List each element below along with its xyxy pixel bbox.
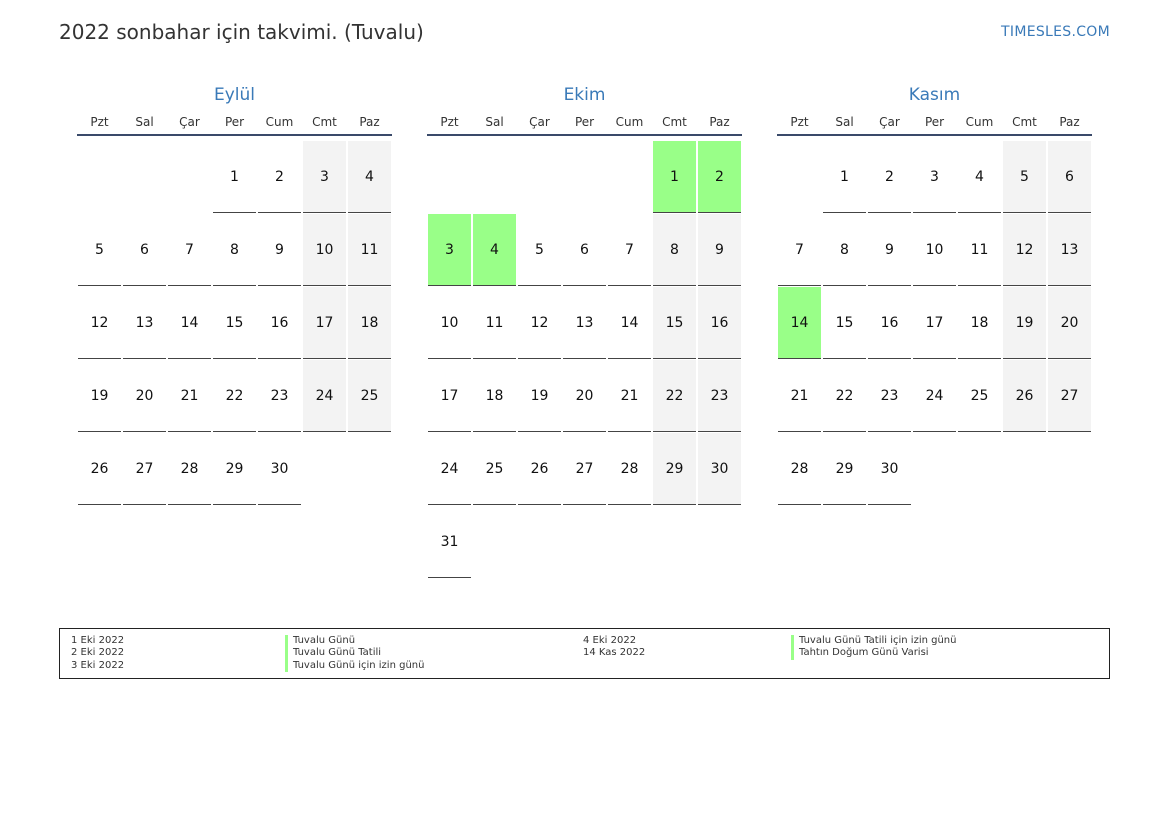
weekday-label: Paz — [1059, 115, 1080, 129]
day-number: 27 — [1048, 360, 1091, 432]
day-cell — [347, 140, 392, 213]
holiday-day-cell — [427, 213, 472, 286]
day-number: 1 — [823, 141, 866, 213]
day-cell — [472, 286, 517, 359]
weekday-label: Çar — [179, 115, 200, 129]
legend-date: 1 Eki 2022 — [71, 635, 125, 646]
day-number: 23 — [258, 360, 301, 432]
day-number: 9 — [868, 214, 911, 286]
weekday-label: Sal — [485, 115, 504, 129]
day-cell — [427, 505, 472, 578]
day-number: 22 — [653, 360, 696, 432]
day-number: 2 — [868, 141, 911, 213]
weekday-header — [427, 110, 742, 136]
empty-cell — [517, 140, 562, 213]
day-cell — [212, 432, 257, 505]
month-name: Ekim — [563, 85, 606, 105]
day-number: 17 — [913, 287, 956, 359]
day-number: 3 — [428, 214, 471, 286]
day-cell — [77, 359, 122, 432]
day-number: 16 — [698, 287, 741, 359]
day-number: 7 — [778, 214, 821, 286]
day-cell — [912, 359, 957, 432]
day-number: 15 — [213, 287, 256, 359]
day-number: 17 — [428, 360, 471, 432]
day-cell — [77, 286, 122, 359]
legend-holiday-name: Tahtın Doğum Günü Varisi — [791, 647, 956, 659]
day-number: 29 — [653, 433, 696, 505]
day-number: 30 — [258, 433, 301, 505]
empty-cell — [77, 140, 122, 213]
day-number: 11 — [473, 287, 516, 359]
day-number: 9 — [258, 214, 301, 286]
day-cell — [302, 213, 347, 286]
day-number: 20 — [1048, 287, 1091, 359]
day-cell — [652, 359, 697, 432]
weekday-label: Cmt — [312, 115, 337, 129]
day-number: 14 — [778, 287, 821, 359]
day-number: 21 — [608, 360, 651, 432]
day-cell — [517, 432, 562, 505]
day-number: 5 — [78, 214, 121, 286]
day-cell — [1047, 140, 1092, 213]
day-number: 31 — [428, 506, 471, 578]
day-cell — [607, 432, 652, 505]
day-number: 23 — [698, 360, 741, 432]
day-cell — [912, 286, 957, 359]
day-cell — [607, 213, 652, 286]
day-cell — [1047, 286, 1092, 359]
day-number: 28 — [778, 433, 821, 505]
legend-names-column — [791, 635, 956, 660]
day-number: 6 — [563, 214, 606, 286]
day-cell — [257, 213, 302, 286]
day-number: 25 — [958, 360, 1001, 432]
day-number: 6 — [1048, 141, 1091, 213]
month-name: Kasım — [908, 85, 961, 105]
day-cell — [562, 359, 607, 432]
page-title: 2022 sonbahar için takvimi. (Tuvalu) — [59, 20, 424, 44]
weekday-label: Pzt — [790, 115, 809, 129]
day-cell — [257, 140, 302, 213]
holiday-day-cell — [697, 140, 742, 213]
day-cell — [867, 286, 912, 359]
day-cell — [957, 213, 1002, 286]
legend-holiday-name: Tuvalu Günü için izin günü — [285, 660, 424, 672]
legend-dates-column — [583, 635, 645, 660]
day-cell — [822, 286, 867, 359]
legend-holiday-name: Tuvalu Günü — [285, 635, 424, 647]
day-cell — [167, 432, 212, 505]
day-number: 7 — [168, 214, 211, 286]
weekday-label: Cmt — [662, 115, 687, 129]
weekday-label: Per — [924, 115, 945, 129]
day-number: 30 — [868, 433, 911, 505]
day-number: 11 — [348, 214, 391, 286]
day-number: 20 — [123, 360, 166, 432]
day-cell — [517, 286, 562, 359]
day-cell — [122, 286, 167, 359]
day-cell — [257, 359, 302, 432]
day-number: 13 — [123, 287, 166, 359]
legend-holiday-name: Tuvalu Günü Tatili — [285, 647, 424, 659]
day-number: 26 — [518, 433, 561, 505]
day-cell — [957, 140, 1002, 213]
day-cell — [607, 359, 652, 432]
day-cell — [212, 213, 257, 286]
weekday-label: Per — [224, 115, 245, 129]
day-number: 19 — [78, 360, 121, 432]
day-number: 4 — [348, 141, 391, 213]
day-number: 13 — [1048, 214, 1091, 286]
day-number: 12 — [518, 287, 561, 359]
day-number: 22 — [213, 360, 256, 432]
day-cell — [122, 432, 167, 505]
day-number: 8 — [823, 214, 866, 286]
day-number: 26 — [78, 433, 121, 505]
day-cell — [607, 286, 652, 359]
day-number: 28 — [608, 433, 651, 505]
day-cell — [777, 359, 822, 432]
weekday-label: Çar — [879, 115, 900, 129]
day-number: 27 — [123, 433, 166, 505]
day-number: 8 — [653, 214, 696, 286]
day-cell — [697, 286, 742, 359]
empty-cell — [607, 140, 652, 213]
month-calendar — [427, 84, 742, 578]
weekday-label: Cmt — [1012, 115, 1037, 129]
day-number: 23 — [868, 360, 911, 432]
day-cell — [1002, 140, 1047, 213]
day-number: 6 — [123, 214, 166, 286]
day-number: 20 — [563, 360, 606, 432]
day-cell — [562, 286, 607, 359]
day-number: 24 — [428, 433, 471, 505]
day-number: 18 — [958, 287, 1001, 359]
day-cell — [427, 432, 472, 505]
day-cell — [122, 359, 167, 432]
day-cell — [167, 286, 212, 359]
weekday-label: Paz — [709, 115, 730, 129]
weekday-label: Cum — [615, 115, 644, 129]
brand-link[interactable]: TIMESLES.COM — [1001, 24, 1110, 40]
day-cell — [957, 359, 1002, 432]
weekday-label: Cum — [265, 115, 294, 129]
day-cell — [652, 213, 697, 286]
weekday-header — [77, 110, 392, 136]
day-cell — [562, 213, 607, 286]
day-cell — [1047, 213, 1092, 286]
day-number: 5 — [1003, 141, 1046, 213]
day-number: 8 — [213, 214, 256, 286]
day-number: 16 — [868, 287, 911, 359]
day-number: 18 — [348, 287, 391, 359]
empty-cell — [167, 140, 212, 213]
day-cell — [167, 213, 212, 286]
day-number: 2 — [258, 141, 301, 213]
day-cell — [427, 286, 472, 359]
day-cell — [427, 359, 472, 432]
day-cell — [257, 286, 302, 359]
day-cell — [1047, 359, 1092, 432]
day-cell — [212, 359, 257, 432]
empty-cell — [562, 140, 607, 213]
day-number: 24 — [913, 360, 956, 432]
day-number: 15 — [823, 287, 866, 359]
weekday-label: Paz — [359, 115, 380, 129]
day-number: 4 — [473, 214, 516, 286]
month-calendar — [77, 84, 392, 505]
day-number: 10 — [303, 214, 346, 286]
day-number: 15 — [653, 287, 696, 359]
day-cell — [697, 359, 742, 432]
day-number: 12 — [78, 287, 121, 359]
day-number: 12 — [1003, 214, 1046, 286]
weekday-header — [777, 110, 1092, 136]
weekday-label: Pzt — [440, 115, 459, 129]
legend-dates-column — [71, 635, 124, 672]
day-cell — [867, 359, 912, 432]
day-number: 28 — [168, 433, 211, 505]
empty-cell — [122, 140, 167, 213]
day-cell — [1002, 213, 1047, 286]
day-number: 10 — [913, 214, 956, 286]
weekday-label: Per — [574, 115, 595, 129]
day-number: 21 — [168, 360, 211, 432]
day-cell — [822, 359, 867, 432]
day-cell — [77, 432, 122, 505]
day-number: 17 — [303, 287, 346, 359]
legend-date: 4 Eki 2022 — [583, 635, 637, 646]
day-number: 9 — [698, 214, 741, 286]
day-number: 29 — [213, 433, 256, 505]
day-number: 2 — [698, 141, 741, 213]
day-cell — [912, 213, 957, 286]
month-name: Eylül — [213, 85, 256, 105]
day-number: 1 — [653, 141, 696, 213]
day-cell — [347, 359, 392, 432]
day-cell — [562, 432, 607, 505]
day-cell — [122, 213, 167, 286]
legend-holiday-name: Tuvalu Günü Tatili için izin günü — [791, 635, 956, 647]
day-number: 27 — [563, 433, 606, 505]
holiday-day-cell — [472, 213, 517, 286]
day-number: 10 — [428, 287, 471, 359]
day-number: 21 — [778, 360, 821, 432]
day-number: 19 — [518, 360, 561, 432]
day-number: 7 — [608, 214, 651, 286]
day-cell — [652, 286, 697, 359]
day-cell — [257, 432, 302, 505]
weekday-label: Cum — [965, 115, 994, 129]
day-number: 24 — [303, 360, 346, 432]
day-cell — [777, 432, 822, 505]
day-cell — [697, 213, 742, 286]
holiday-day-cell — [652, 140, 697, 213]
day-number: 14 — [168, 287, 211, 359]
day-cell — [347, 213, 392, 286]
legend-date: 3 Eki 2022 — [71, 659, 125, 671]
day-cell — [777, 213, 822, 286]
day-cell — [867, 140, 912, 213]
day-cell — [472, 359, 517, 432]
holiday-legend — [59, 628, 1110, 679]
weekday-label: Pzt — [90, 115, 109, 129]
day-cell — [912, 140, 957, 213]
day-number: 3 — [913, 141, 956, 213]
legend-date: 2 Eki 2022 — [71, 647, 125, 659]
day-cell — [822, 213, 867, 286]
day-number: 18 — [473, 360, 516, 432]
weekday-label: Sal — [135, 115, 154, 129]
day-cell — [1002, 359, 1047, 432]
day-cell — [302, 286, 347, 359]
day-number: 14 — [608, 287, 651, 359]
legend-date: 14 Kas 2022 — [583, 647, 646, 659]
holiday-day-cell — [777, 286, 822, 359]
day-grid — [77, 140, 392, 505]
day-number: 30 — [698, 433, 741, 505]
day-number: 13 — [563, 287, 606, 359]
day-grid — [427, 140, 742, 578]
day-cell — [652, 432, 697, 505]
day-cell — [212, 286, 257, 359]
month-calendar — [777, 84, 1092, 505]
day-number: 25 — [348, 360, 391, 432]
day-cell — [302, 140, 347, 213]
weekday-label: Sal — [835, 115, 854, 129]
empty-cell — [472, 140, 517, 213]
day-number: 11 — [958, 214, 1001, 286]
day-cell — [472, 432, 517, 505]
day-cell — [347, 286, 392, 359]
weekday-label: Çar — [529, 115, 550, 129]
day-cell — [517, 213, 562, 286]
empty-cell — [427, 140, 472, 213]
day-cell — [77, 213, 122, 286]
day-number: 4 — [958, 141, 1001, 213]
day-cell — [822, 432, 867, 505]
day-cell — [697, 432, 742, 505]
day-number: 26 — [1003, 360, 1046, 432]
day-cell — [212, 140, 257, 213]
day-cell — [867, 432, 912, 505]
day-number: 22 — [823, 360, 866, 432]
day-cell — [822, 140, 867, 213]
day-cell — [1002, 286, 1047, 359]
day-cell — [957, 286, 1002, 359]
day-number: 5 — [518, 214, 561, 286]
day-grid — [777, 140, 1092, 505]
day-cell — [302, 359, 347, 432]
day-cell — [167, 359, 212, 432]
day-number: 29 — [823, 433, 866, 505]
day-number: 16 — [258, 287, 301, 359]
day-cell — [517, 359, 562, 432]
empty-cell — [777, 140, 822, 213]
day-number: 1 — [213, 141, 256, 213]
day-number: 19 — [1003, 287, 1046, 359]
day-number: 3 — [303, 141, 346, 213]
legend-names-column — [285, 635, 424, 672]
day-cell — [867, 213, 912, 286]
day-number: 25 — [473, 433, 516, 505]
